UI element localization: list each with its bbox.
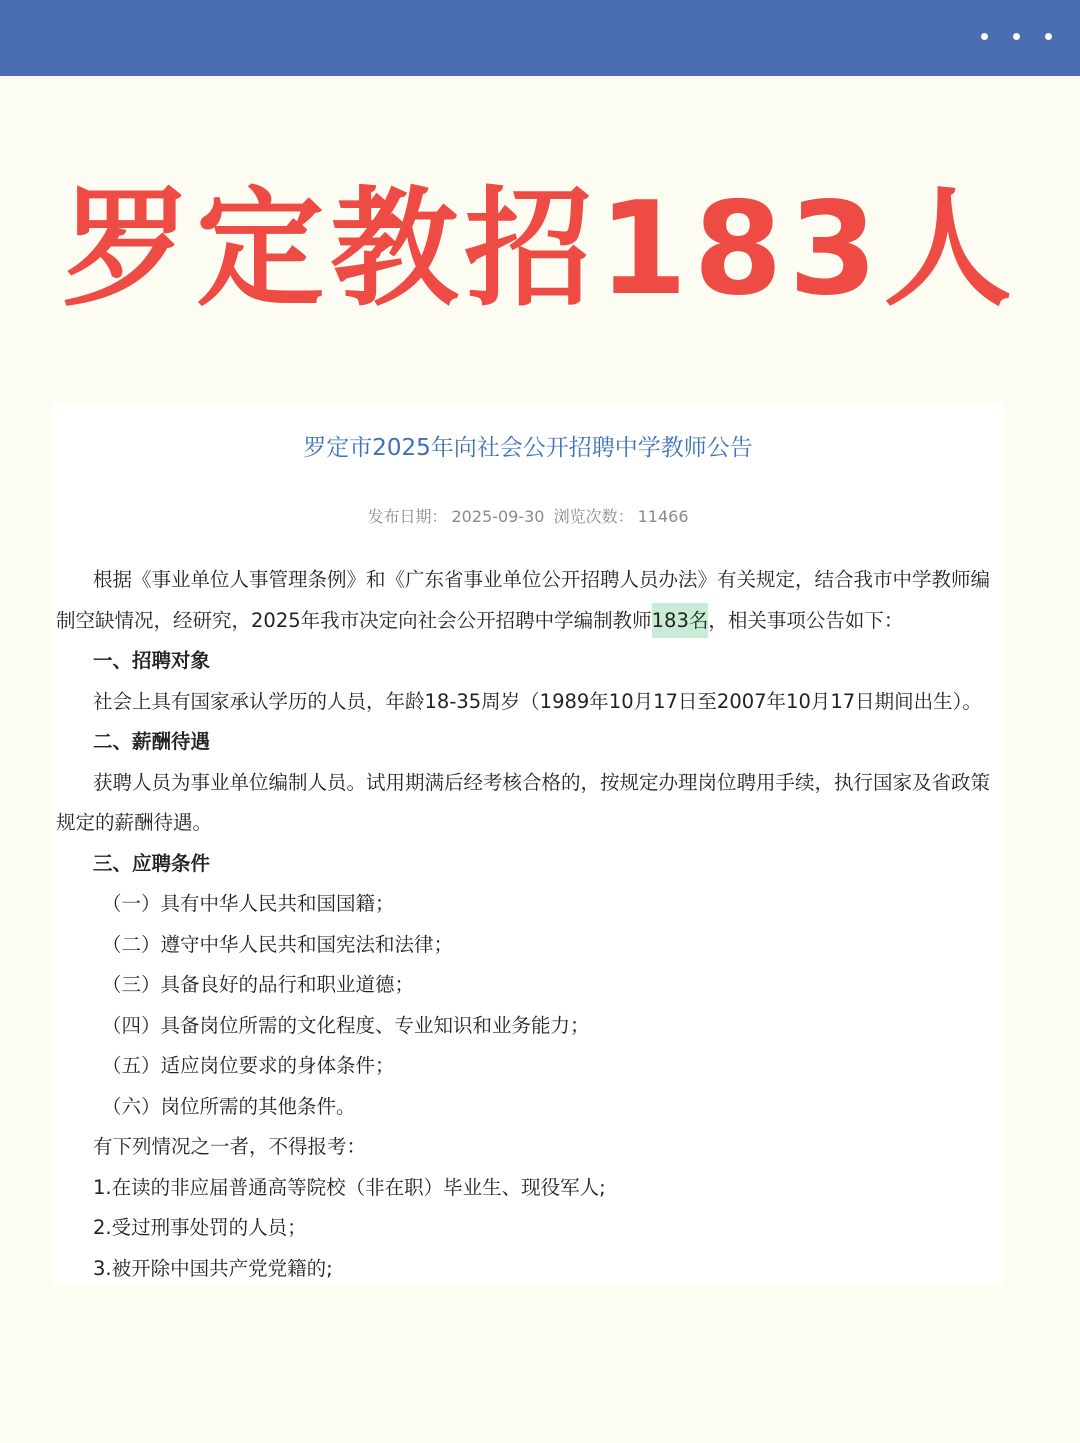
- section-heading-salary: 二、薪酬待遇: [93, 730, 211, 753]
- exclusion-item: 1.在读的非应届普通高等院校（非在职）毕业生、现役军人;: [93, 1175, 606, 1199]
- intro-text: 根据《事业单位人事管理条例》和《广东省事业单位公开招聘人员办法》有关规定，结合我市中学教师编制空缺情况，经研究，2025年我市决定向社会公开招聘中学编制教师: [56, 568, 991, 632]
- condition-item: （三）具备良好的品行和职业道德；: [102, 973, 415, 996]
- section-text-targets: 社会上具有国家承认学历的人员，年龄18-35周岁（1989年10月17日至2007年10月17日期间出生）。: [93, 689, 982, 713]
- condition-item: （二）遵守中华人民共和国宪法和法律；: [102, 932, 454, 956]
- view-count-label: 浏览次数：: [553, 507, 634, 526]
- dot: [981, 33, 988, 40]
- section-heading-conditions: 三、应聘条件: [93, 851, 211, 875]
- exclusion-item: 3.被开除中国共产党党籍的;: [93, 1256, 333, 1280]
- exclusion-intro: 有下列情况之一者，不得报考：: [93, 1135, 367, 1158]
- document-card: [52, 404, 1004, 1284]
- more-dots-icon[interactable]: [981, 33, 1052, 40]
- section-text-salary: 获聘人员为事业单位编制人员。试用期满后经考核合格的，按规定办理岗位聘用手续，执行国家及省政策规定的薪酬待遇。: [56, 770, 991, 834]
- section-heading-targets: 一、招聘对象: [93, 649, 211, 672]
- dot: [1013, 33, 1020, 40]
- intro-text-end: ，相关事项公告如下：: [708, 608, 904, 632]
- document-body: [56, 560, 1000, 1284]
- publish-date: 2025-09-30: [451, 507, 545, 526]
- publish-date-label: 发布日期：: [367, 507, 448, 526]
- condition-item: （一）具有中华人民共和国国籍；: [102, 892, 395, 915]
- document-title: 罗定市2025年向社会公开招聘中学教师公告: [303, 435, 753, 461]
- top-bar: [0, 0, 1080, 76]
- document-meta: [52, 504, 1004, 527]
- condition-item: （五）适应岗位要求的身体条件；: [102, 1054, 395, 1077]
- dot: [1045, 33, 1052, 40]
- condition-item: （六）岗位所需的其他条件。: [102, 1094, 356, 1118]
- intro-paragraph: [56, 560, 1000, 641]
- headline: 罗定教招183人: [62, 175, 1018, 324]
- exclusion-item: 2.受过刑事处罚的人员；: [93, 1216, 307, 1239]
- highlighted-count: 183名: [652, 603, 709, 638]
- view-count: 11466: [637, 507, 689, 526]
- condition-item: （四）具备岗位所需的文化程度、专业知识和业务能力；: [102, 1013, 590, 1037]
